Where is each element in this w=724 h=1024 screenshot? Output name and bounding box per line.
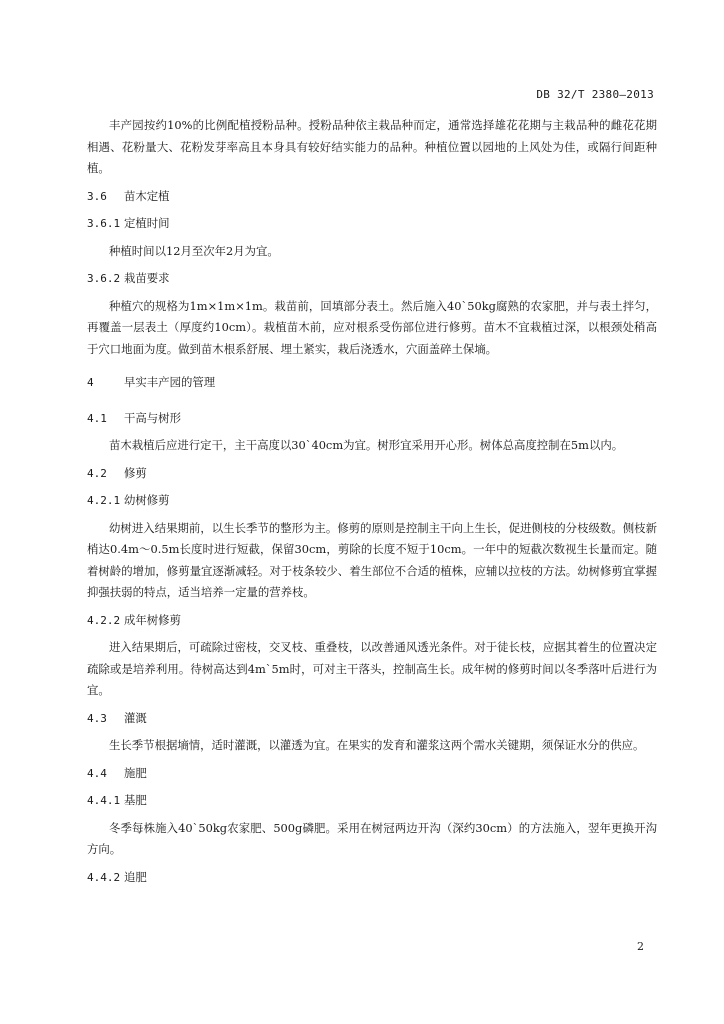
section-number: 4.2: [87, 466, 107, 480]
section-number: 4.4.1: [87, 794, 121, 807]
section-title: 干高与树形: [124, 410, 181, 425]
body-paragraph: 种植时间以12月至次年2月为宜。: [109, 243, 279, 258]
body-paragraph: 进入结果期后，可疏除过密枝，交叉枝、重叠枝，以改善通风透光条件。对于徒长枝，应据其着生的位置决定疏除或是培养利用。待树高达到4m`5m时，可对主干落头，控制高生长。成年树的修剪时间以冬季落叶后进行为宜。: [87, 640, 657, 697]
document-code: DB 32/T 2380—2013: [536, 88, 654, 101]
section-number: 4.1: [87, 411, 107, 425]
section-number: 4.3: [87, 711, 107, 725]
section-number: 4.4.2: [87, 870, 121, 884]
section-number: 3.6: [87, 189, 107, 203]
section-title: 幼树修剪: [124, 493, 170, 507]
section-number: 4: [87, 376, 94, 389]
section-number: 4.2.1: [87, 494, 121, 507]
section-number: 3.6.2: [87, 272, 121, 285]
section-title: 定植时间: [124, 216, 170, 230]
section-heading: [87, 408, 657, 430]
section-heading: [87, 867, 657, 889]
section-title: 修剪: [124, 465, 147, 480]
body-paragraph: 生长季节根据墒情，适时灌溉，以灌透为宜。在果实的发育和灌浆这两个需水关键期，须保证水分的供应。: [109, 738, 645, 752]
section-title: 追肥: [124, 869, 147, 884]
section-heading: [87, 610, 657, 632]
section-number: 4.4: [87, 766, 107, 780]
body-paragraph: 丰产园按约10%的比例配植授粉品种。授粉品种依主栽品种而定，通常选择雄花花期与主栽品种的雌花花期相遇、花粉量大、花粉发芽率高且本身具有较好结实能力的品种。种植位置以园地的上风处为佳，或隔行间距种植。: [87, 118, 657, 175]
section-title: 早实丰产园的管理: [124, 375, 216, 389]
section-heading: [87, 268, 657, 290]
section-heading: [87, 463, 657, 485]
section-title: 成年树修剪: [124, 612, 181, 627]
section-title: 基肥: [124, 793, 147, 807]
chapter-heading: [87, 372, 657, 394]
document-body: [87, 115, 657, 894]
section-heading: [87, 790, 657, 812]
page-number: 2: [637, 940, 644, 953]
section-title: 栽苗要求: [124, 271, 170, 285]
section-heading: [87, 490, 657, 512]
body-paragraph: 苗木栽植后应进行定干，主干高度以30`40cm为宜。树形宜采用开心形。树体总高度控制在5m以内。: [109, 438, 624, 452]
section-heading: [87, 213, 657, 235]
section-number: 4.2.2: [87, 613, 121, 627]
section-heading: [87, 708, 657, 730]
section-number: 3.6.1: [87, 217, 121, 230]
body-paragraph: 幼树进入结果期前，以生长季节的整形为主。修剪的原则是控制主干向上生长，促进侧枝的分枝级数。侧枝新梢达0.4m～0.5m长度时进行短截，保留30cm，剪除的长度不短于10cm。一年中的短截次数视生长量而定。随着树龄的增加，修剪量宜逐渐减轻。对于枝条较少、着生部位不合适的植株，应辅以拉枝的方法。幼树修剪宜掌握抑强扶弱的特点，适当培养一定量的营养枝。: [87, 520, 657, 599]
section-heading: [87, 763, 657, 785]
body-paragraph: 冬季每株施入40`50kg农家肥、500g磷肥。采用在树冠两边开沟（深约30cm）的方法施入，翌年更换开沟方向。: [87, 820, 657, 856]
section-title: 苗木定植: [124, 188, 170, 203]
section-heading: [87, 186, 657, 208]
section-title: 灌溉: [124, 710, 147, 725]
body-paragraph: 种植穴的规格为1m×1m×1m。栽苗前，回填部分表土。然后施入40`50kg腐熟的农家肥，并与表土拌匀，再覆盖一层表土（厚度约10cm）。栽植苗木前，应对根系受伤部位进行修剪。苗木不宜栽植过深，以根颈处稍高于穴口地面为度。做到苗木根系舒展、埋土紧实，栽后浇透水，穴面盖碎土保墒。: [87, 298, 657, 356]
section-title: 施肥: [124, 765, 147, 780]
